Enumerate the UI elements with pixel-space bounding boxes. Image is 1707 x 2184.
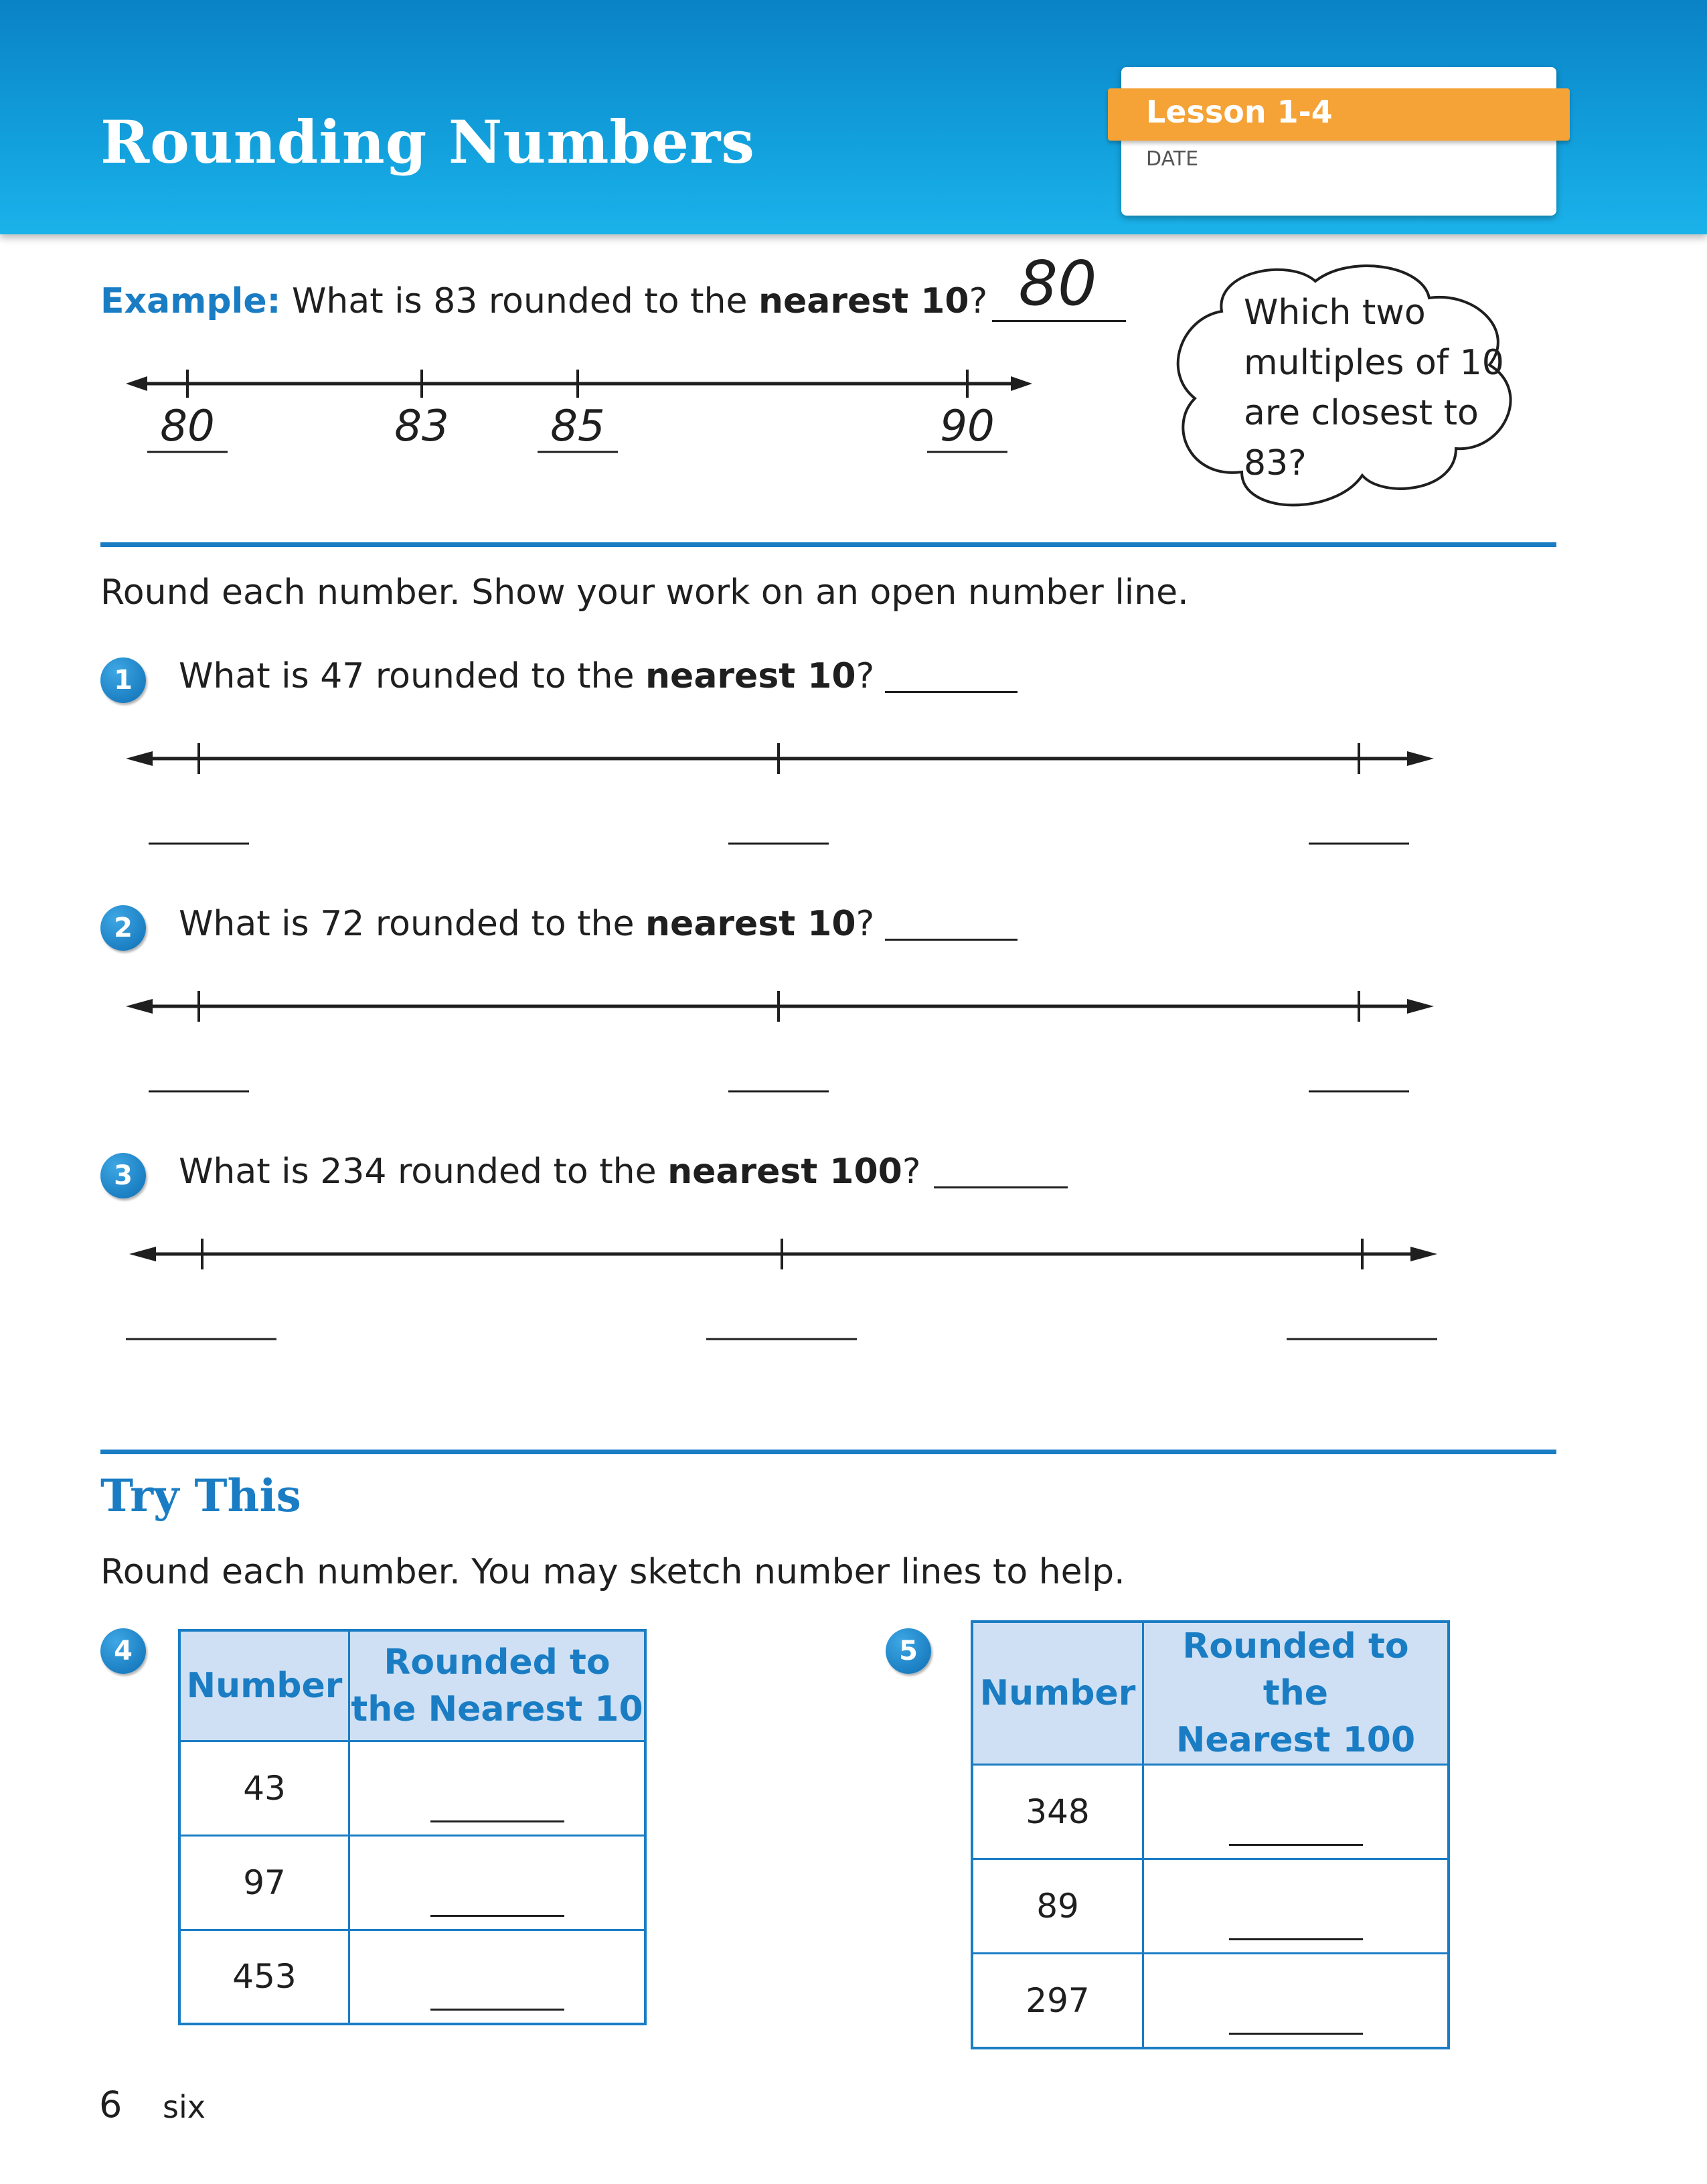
table-cell-number: 43 <box>179 1741 349 1835</box>
header-line: Nearest 100 <box>1175 1720 1416 1760</box>
table-cell-answer[interactable] <box>349 1741 646 1835</box>
table-cell-answer[interactable] <box>349 1930 646 2024</box>
answer-blank[interactable] <box>934 1186 1068 1188</box>
example-label-90: 90 <box>940 402 995 451</box>
table-cell-number: 97 <box>179 1835 349 1930</box>
problem-badge: 5 <box>886 1628 931 1674</box>
answer-blank[interactable] <box>885 939 1018 941</box>
table-header-rounded <box>1143 1622 1449 1765</box>
lesson-label: Lesson 1-4 <box>1146 94 1333 130</box>
page-number: 6 <box>99 2084 123 2126</box>
problem-question <box>179 1152 920 1192</box>
header-line: the Nearest 10 <box>351 1689 643 1729</box>
number-line[interactable] <box>120 984 1439 1098</box>
example-label-80: 80 <box>160 402 215 451</box>
header-line: Rounded to <box>384 1642 611 1683</box>
thought-line: are closest to <box>1244 393 1479 433</box>
problem-question-bold: nearest 10 <box>645 904 856 944</box>
example-label-85: 85 <box>550 402 605 451</box>
table-cell-answer[interactable] <box>1143 1954 1449 2048</box>
problem-question-post: ? <box>856 904 875 944</box>
page-title: Rounding Numbers <box>100 107 755 177</box>
example-question-bold: nearest 10 <box>758 281 969 321</box>
example-question-pre: What is 83 rounded to the <box>291 281 759 321</box>
rounding-table-nearest-100 <box>971 1620 1450 2049</box>
table-row <box>972 1765 1449 1859</box>
number-line[interactable] <box>120 736 1439 850</box>
thought-line: multiples of 10 <box>1244 343 1504 383</box>
example-label: Example: <box>100 281 281 321</box>
table-cell-answer[interactable] <box>349 1835 646 1930</box>
table-header-number: Number <box>179 1630 349 1741</box>
answer-blank[interactable] <box>885 691 1018 693</box>
problem-question <box>179 904 874 944</box>
answer-blank[interactable] <box>430 1915 564 1917</box>
answer-blank[interactable] <box>430 2009 564 2011</box>
table-header-number: Number <box>972 1622 1143 1765</box>
problem-question-post: ? <box>902 1152 921 1192</box>
problem-question-pre: What is 234 rounded to the <box>179 1152 668 1192</box>
header-line: Rounded to the <box>1182 1626 1409 1713</box>
problem-badge: 3 <box>100 1153 146 1198</box>
problem-question-bold: nearest 10 <box>645 656 856 696</box>
answer-blank[interactable] <box>1229 2033 1363 2035</box>
example-answer: 80 <box>1018 248 1097 319</box>
table-cell-number: 453 <box>179 1930 349 2024</box>
example-question <box>100 281 987 321</box>
page-word: six <box>163 2089 206 2125</box>
table-row <box>179 1930 645 2024</box>
section-divider <box>100 542 1556 547</box>
problem-question-pre: What is 72 rounded to the <box>179 904 646 944</box>
answer-blank[interactable] <box>1229 1938 1363 1940</box>
problem-question-bold: nearest 100 <box>667 1152 902 1192</box>
answer-blank[interactable] <box>1229 1844 1363 1846</box>
rounding-table-nearest-10 <box>178 1629 647 2025</box>
example-label-83: 83 <box>394 402 449 451</box>
table-row <box>179 1835 645 1930</box>
example-question-post: ? <box>969 281 988 321</box>
problem-badge: 4 <box>100 1628 146 1674</box>
problem-question <box>179 656 874 696</box>
section-divider <box>100 1450 1556 1454</box>
try-this-instructions: Round each number. You may sketch number lines to help. <box>100 1552 1125 1592</box>
problem-question-post: ? <box>856 656 875 696</box>
problem-badge: 1 <box>100 657 146 703</box>
table-cell-number: 89 <box>972 1859 1143 1954</box>
table-cell-number: 348 <box>972 1765 1143 1859</box>
problem-question-pre: What is 47 rounded to the <box>179 656 646 696</box>
table-cell-answer[interactable] <box>1143 1859 1449 1954</box>
table-cell-number: 297 <box>972 1954 1143 2048</box>
table-cell-answer[interactable] <box>1143 1765 1449 1859</box>
answer-blank[interactable] <box>430 1820 564 1822</box>
thought-bubble-text <box>1244 288 1504 489</box>
date-label: DATE <box>1146 147 1199 171</box>
instructions: Round each number. Show your work on an open number line. <box>100 572 1189 613</box>
table-row <box>972 1954 1449 2048</box>
problem-badge: 2 <box>100 905 146 951</box>
table-row <box>972 1859 1449 1954</box>
table-header-rounded <box>349 1630 646 1741</box>
try-this-title: Try This <box>100 1470 301 1522</box>
table-row <box>179 1741 645 1835</box>
example-answer-blank <box>992 320 1126 322</box>
thought-line: Which two <box>1244 293 1426 333</box>
number-line[interactable] <box>120 1232 1439 1346</box>
thought-line: 83? <box>1244 443 1307 483</box>
